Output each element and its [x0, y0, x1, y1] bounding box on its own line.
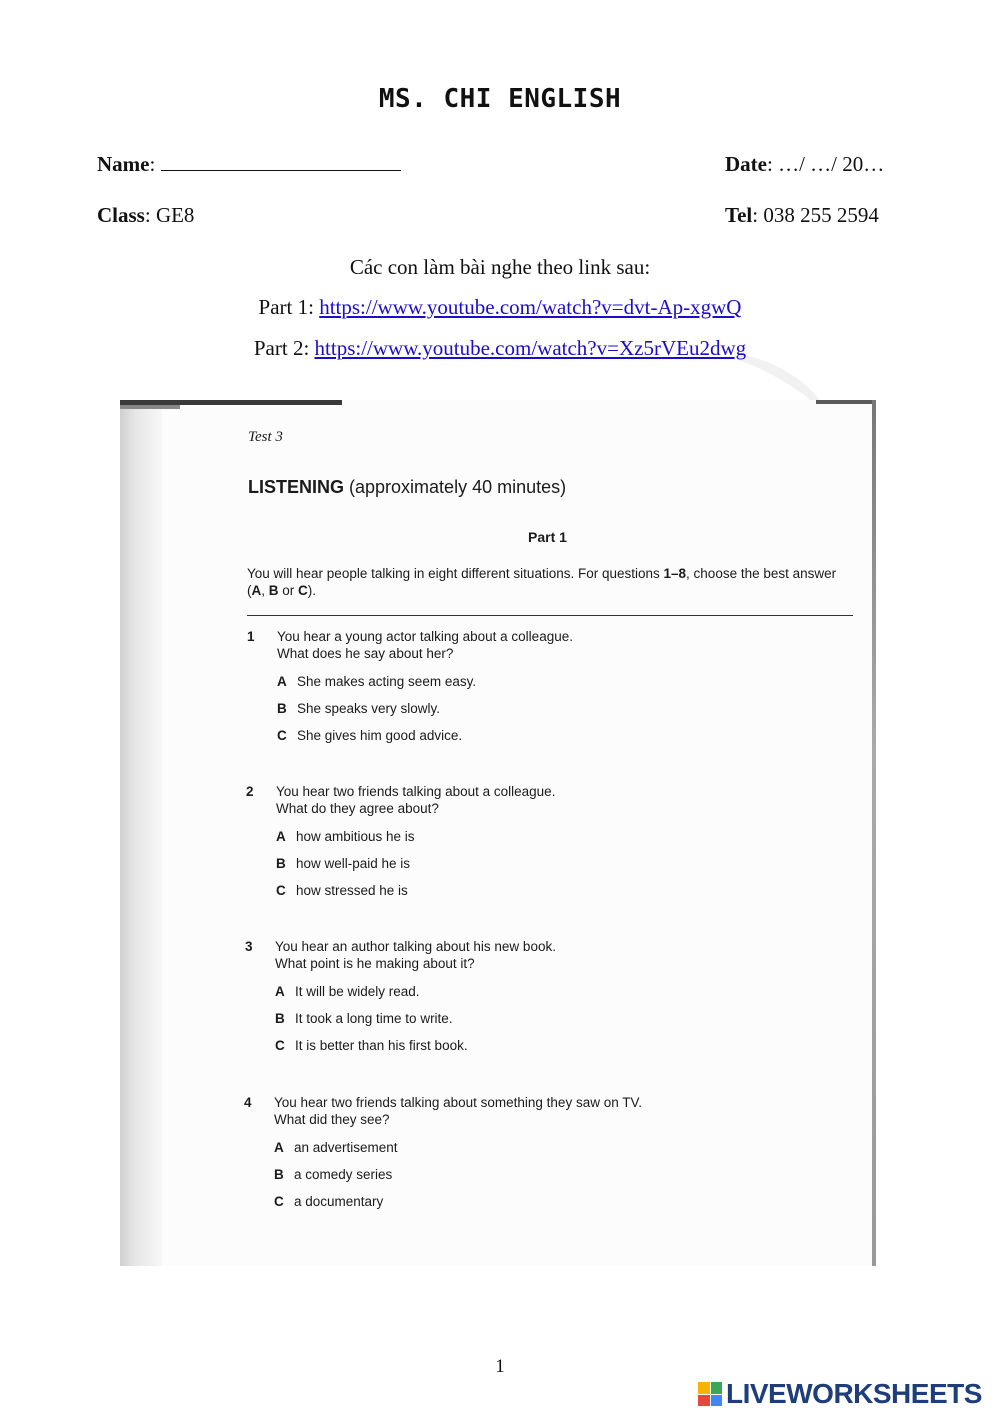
date-value: : …/ …/ 20… [766, 152, 885, 176]
scan-edge-line [816, 400, 876, 404]
class-label: Class [97, 203, 145, 227]
scan-edge-line [120, 405, 180, 409]
date-label: Date [725, 152, 767, 176]
liveworksheets-icon [698, 1382, 722, 1406]
name-input-line[interactable] [161, 153, 401, 171]
option-b[interactable]: B It took a long time to write. [275, 1011, 453, 1026]
option-c[interactable]: C a documentary [274, 1194, 384, 1209]
liveworksheets-brand: LIVEWORKSHEETS [726, 1378, 982, 1409]
part-heading: Part 1 [528, 529, 567, 545]
scan-shadow [120, 400, 162, 1266]
tel-value: : 038 255 2594 [752, 203, 879, 227]
name-field: Name: [97, 152, 401, 177]
part2-link[interactable]: https://www.youtube.com/watch?v=Xz5rVEu2dwg [314, 336, 747, 360]
option-b[interactable]: B how well-paid he is [276, 856, 411, 871]
part2-line [0, 336, 1000, 361]
part2-label: Part 2: [253, 336, 315, 360]
part1-line [0, 295, 1000, 320]
tel-field [725, 203, 879, 228]
date-field [725, 152, 884, 177]
tel-label: Tel [725, 203, 753, 227]
option-b[interactable]: B a comedy series [274, 1167, 393, 1182]
scan-edge-line [872, 400, 876, 1266]
option-c[interactable]: C It is better than his first book. [275, 1038, 468, 1053]
option-b[interactable]: B She speaks very slowly. [277, 701, 441, 716]
section-heading-rest: (approximately 40 minutes) [344, 477, 567, 497]
section-heading-bold: LISTENING [248, 477, 345, 497]
part1-label: Part 1: [258, 295, 320, 319]
page-title: MS. CHI ENGLISH [378, 84, 622, 114]
option-a[interactable]: A It will be widely read. [275, 984, 420, 999]
test-label: Test 3 [248, 429, 283, 445]
liveworksheets-logo[interactable] [698, 1378, 982, 1410]
option-a[interactable]: A how ambitious he is [276, 829, 415, 844]
section-heading [248, 477, 566, 498]
part-instructions: You will hear people talking in eight different situations. For questions 1–8, choose the best answer (A, B or C). [247, 566, 837, 598]
instructions-intro: Các con làm bài nghe theo link sau: [349, 255, 651, 279]
option-a[interactable]: A She makes acting seem easy. [277, 674, 477, 689]
option-c[interactable]: C She gives him good advice. [277, 728, 463, 743]
option-a[interactable]: A an advertisement [274, 1140, 398, 1155]
part1-link[interactable]: https://www.youtube.com/watch?v=dvt-Ap-xgwQ [319, 295, 742, 319]
option-c[interactable]: C how stressed he is [276, 883, 408, 898]
name-label: Name [97, 152, 150, 176]
class-value: : GE8 [144, 203, 195, 227]
scanned-test-page: Test 3 LISTENING (approximately 40 minutes) Part 1 You will hear people talking in eight different situations. For questions 1–8, choose the best answer (A, B or C). 1 You hear a young actor talking about a colleague. What does he say about her? A She makes acting seem easy. B She speaks very slowly. C She gives him good advice. 2 You hear two friends talking about a colleague. What do they agree about? A how ambitious he is B how well-paid he is C how stressed he is 3 You hear an author talking about his new book. What point is he making about it? A It will be widely read. B It took a long time to write. C It is better than his first book. 4 You hear two friends talking about something they saw on TV. What did they see? A an advertisement B a comedy series C a documentary [120, 400, 876, 1266]
divider [247, 615, 853, 616]
class-field [97, 203, 194, 228]
page-number: 1 [495, 1356, 505, 1377]
